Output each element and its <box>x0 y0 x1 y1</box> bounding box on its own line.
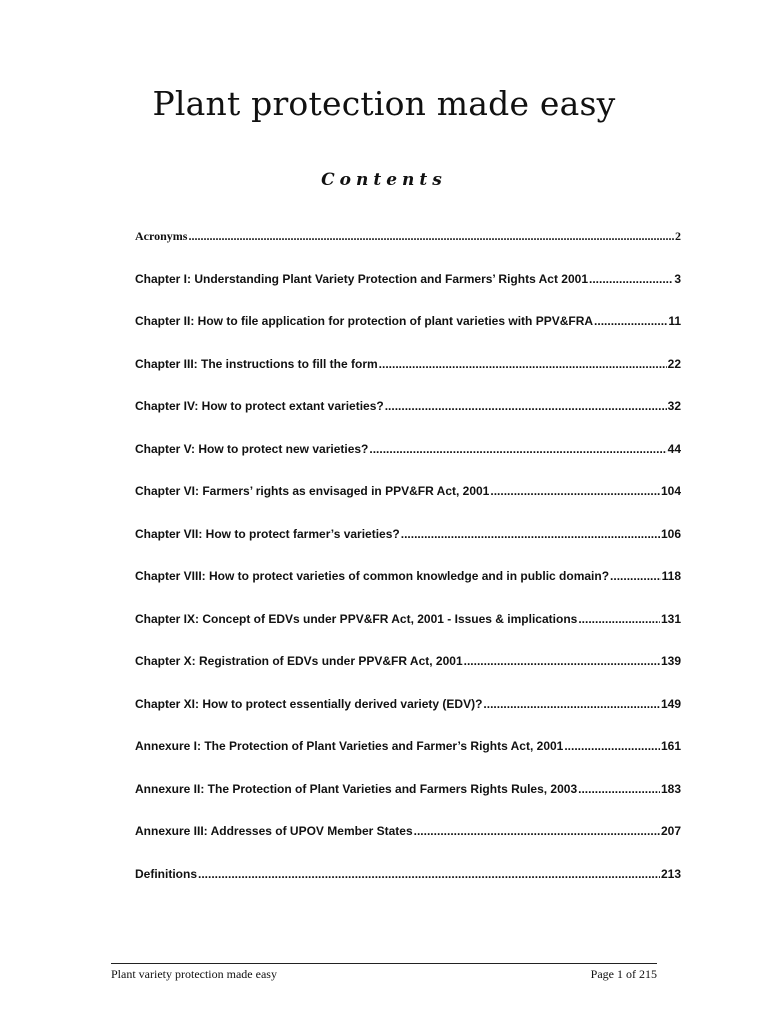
toc-dot-leader <box>610 562 661 590</box>
toc-dot-leader <box>578 605 660 633</box>
toc-entry-chapter-7[interactable] <box>135 520 681 563</box>
footer-divider <box>111 963 657 964</box>
toc-dot-leader <box>594 307 667 335</box>
toc-dot-leader <box>589 265 673 293</box>
toc-entry-annexure-2[interactable] <box>135 775 681 818</box>
toc-entry-chapter-4[interactable] <box>135 392 681 435</box>
page-footer <box>111 967 657 982</box>
toc-entry-page: 11 <box>668 314 681 328</box>
toc-entry-page: 104 <box>660 484 681 498</box>
toc-entry-page: 106 <box>660 526 681 541</box>
toc-dot-leader <box>414 817 660 845</box>
toc-entry-label: Acronyms <box>135 229 188 243</box>
toc-entry-chapter-10[interactable] <box>135 647 681 690</box>
toc-dot-leader <box>483 690 660 718</box>
toc-entry-label: Chapter X: Registration of EDVs under PPV&FR Act, 2001 <box>135 654 463 668</box>
toc-entry-definitions[interactable] <box>135 860 681 903</box>
toc-entry-label: Chapter I: Understanding Plant Variety Protection and Farmers’ Rights Act 2001 <box>135 271 588 286</box>
toc-dot-leader <box>578 775 660 803</box>
toc-entry-page: 32 <box>667 399 681 413</box>
toc-entry-page: 149 <box>660 696 681 711</box>
toc-entry-page: 22 <box>667 356 681 371</box>
toc-entry-label: Annexure I: The Protection of Plant Varieties and Farmer’s Rights Act, 2001 <box>135 739 564 753</box>
toc-dot-leader <box>385 392 667 420</box>
contents-heading: Contents <box>321 170 447 190</box>
toc-entry-page: 3 <box>674 271 681 286</box>
toc-entry-page: 139 <box>660 654 681 668</box>
toc-entry-label: Annexure III: Addresses of UPOV Member States <box>135 824 413 838</box>
toc-entry-label: Chapter VI: Farmers’ rights as envisaged in PPV&FR Act, 2001 <box>135 484 490 498</box>
toc-entry-page: 207 <box>660 824 681 838</box>
toc-entry-page: 44 <box>667 441 681 456</box>
toc-dot-leader <box>464 647 660 675</box>
page-title: Plant protection made easy <box>152 84 616 123</box>
footer-document-title: Plant variety protection made easy <box>111 967 277 981</box>
toc-entry-chapter-9[interactable] <box>135 605 681 648</box>
toc-dot-leader <box>198 860 660 888</box>
toc-entry-chapter-3[interactable] <box>135 350 681 393</box>
toc-dot-leader <box>401 520 660 548</box>
toc-dot-leader <box>564 732 660 760</box>
toc-dot-leader <box>379 350 667 378</box>
toc-entry-page: 118 <box>661 569 681 583</box>
toc-entry-label: Chapter VIII: How to protect varieties of common knowledge and in public domain? <box>135 569 610 583</box>
toc-entry-chapter-11[interactable] <box>135 690 681 733</box>
toc-dot-leader <box>369 435 666 463</box>
toc-entry-chapter-6[interactable] <box>135 477 681 520</box>
table-of-contents <box>135 222 681 902</box>
toc-entry-page: 131 <box>660 611 681 626</box>
toc-entry-label: Chapter II: How to file application for protection of plant varieties with PPV&FRA <box>135 314 594 328</box>
toc-entry-acronyms[interactable] <box>135 222 681 265</box>
toc-dot-leader <box>188 222 674 250</box>
toc-entry-page: 213 <box>660 866 681 881</box>
toc-entry-label: Definitions <box>135 866 197 881</box>
toc-entry-label: Chapter V: How to protect new varieties? <box>135 441 369 456</box>
toc-entry-annexure-3[interactable] <box>135 817 681 860</box>
toc-entry-annexure-1[interactable] <box>135 732 681 775</box>
toc-entry-label: Chapter IV: How to protect extant varieties? <box>135 399 384 413</box>
toc-entry-chapter-8[interactable] <box>135 562 681 605</box>
toc-entry-chapter-1[interactable] <box>135 265 681 308</box>
toc-entry-label: Chapter IX: Concept of EDVs under PPV&FR Act, 2001 - Issues & implications <box>135 611 578 626</box>
footer-page-number: Page 1 of 215 <box>590 967 657 981</box>
toc-entry-label: Annexure II: The Protection of Plant Varieties and Farmers Rights Rules, 2003 <box>135 781 578 796</box>
toc-entry-page: 161 <box>660 739 681 753</box>
toc-entry-label: Chapter III: The instructions to fill the form <box>135 356 378 371</box>
toc-entry-chapter-2[interactable] <box>135 307 681 350</box>
toc-entry-chapter-5[interactable] <box>135 435 681 478</box>
toc-entry-label: Chapter VII: How to protect farmer’s varieties? <box>135 526 400 541</box>
toc-dot-leader <box>490 477 660 505</box>
toc-entry-label: Chapter XI: How to protect essentially derived variety (EDV)? <box>135 696 483 711</box>
toc-entry-page: 183 <box>660 781 681 796</box>
toc-entry-page: 2 <box>675 229 681 243</box>
